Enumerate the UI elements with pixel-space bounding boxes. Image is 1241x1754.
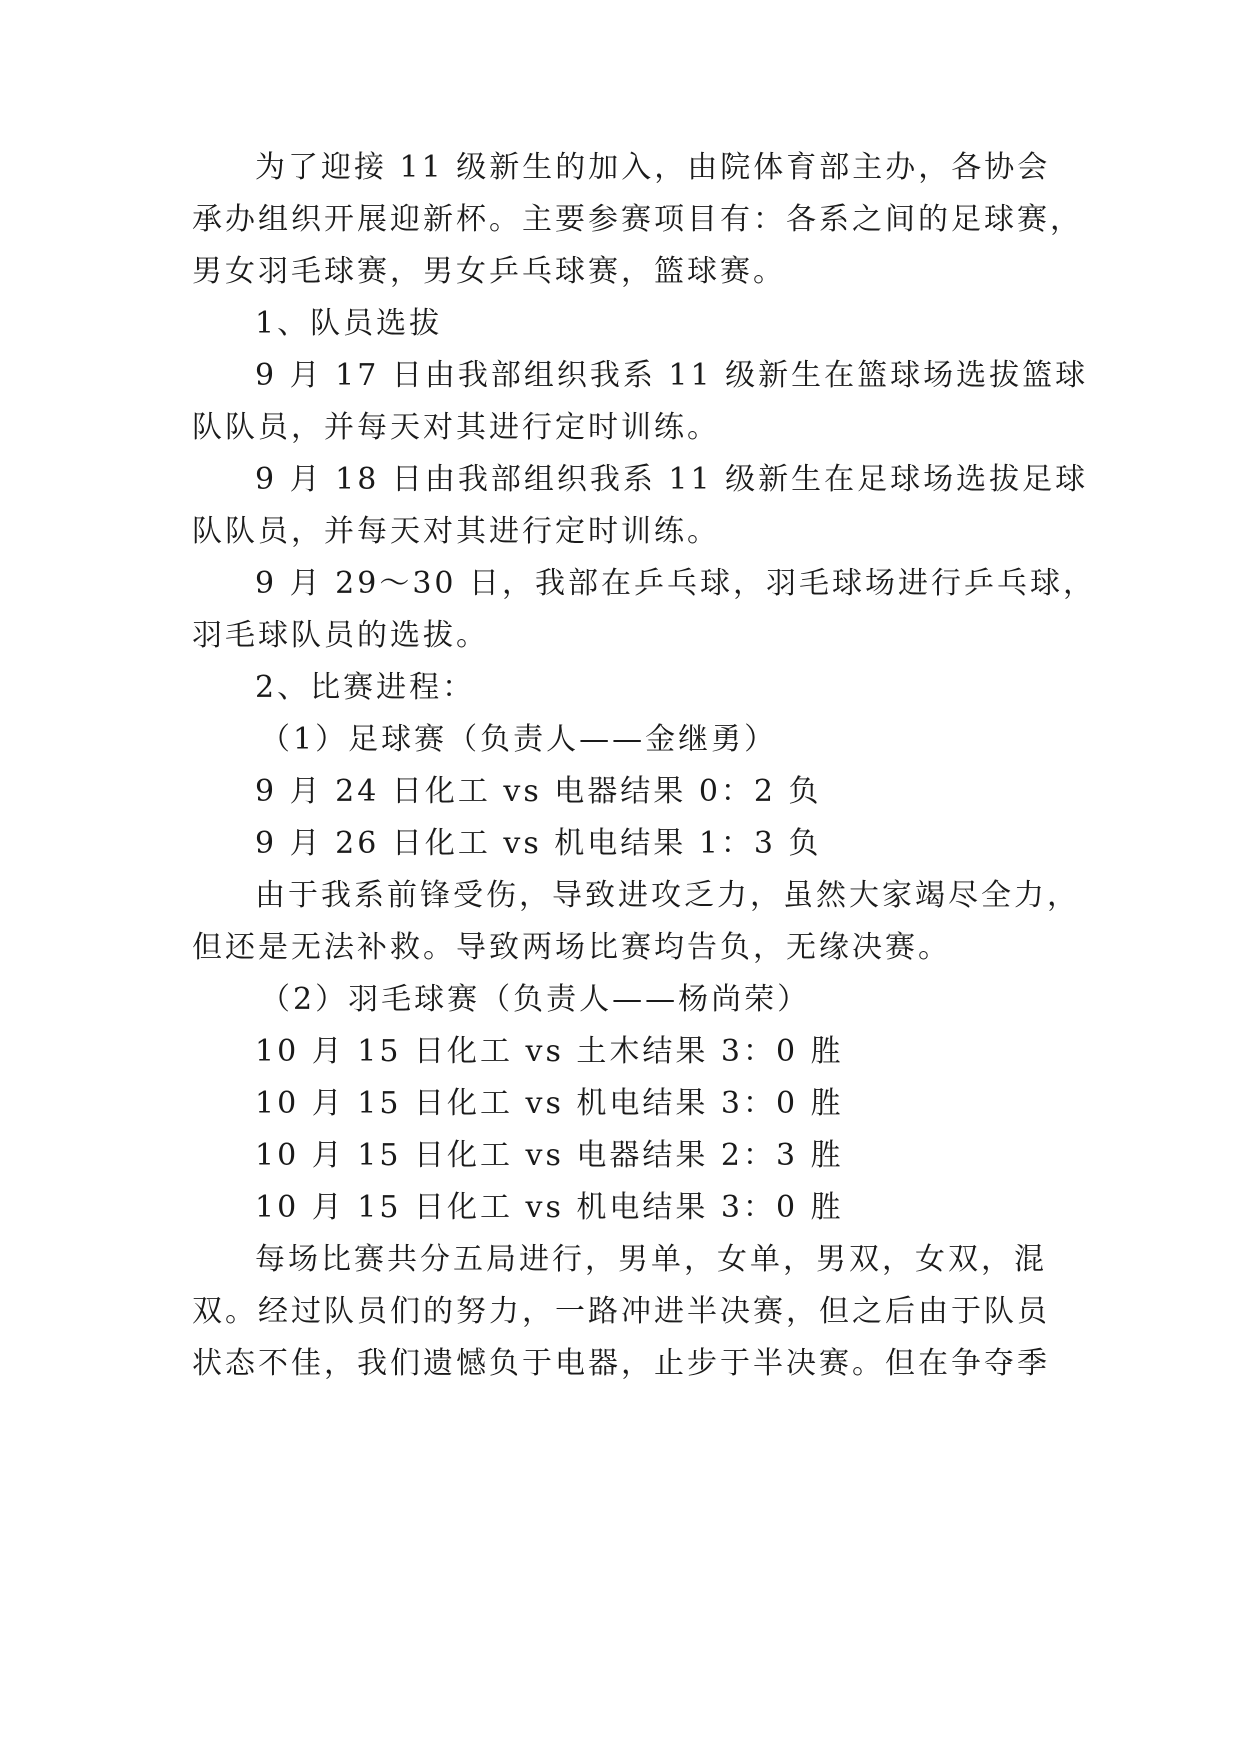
paragraph-line: 男女羽毛球赛，男女乒乓球赛，篮球赛。 — [192, 254, 786, 289]
paragraph-line: 由于我系前锋受伤，导致进攻乏力，虽然大家竭尽全力， — [255, 878, 1080, 913]
paragraph-line: 状态不佳，我们遗憾负于电器，止步于半决赛。但在争夺季 — [192, 1346, 1050, 1381]
paragraph-line: 为了迎接 11 级新生的加入，由院体育部主办，各协会 — [255, 150, 1051, 185]
section-heading: 2、比赛进程： — [255, 670, 476, 705]
match-result: 9 月 26 日化工 vs 机电结果 1：3 负 — [255, 826, 822, 861]
paragraph-line: 9 月 18 日由我部组织我系 11 级新生在足球场选拔足球 — [255, 462, 1089, 497]
match-result: 10 月 15 日化工 vs 机电结果 3：0 胜 — [255, 1086, 844, 1121]
paragraph-line: 队队员，并每天对其进行定时训练。 — [192, 514, 720, 549]
paragraph-line: 队队员，并每天对其进行定时训练。 — [192, 410, 720, 445]
subsection-heading: （1）足球赛（负责人——金继勇） — [260, 722, 778, 757]
match-result: 10 月 15 日化工 vs 土木结果 3：0 胜 — [255, 1034, 844, 1069]
paragraph-line: 羽毛球队员的选拔。 — [192, 618, 489, 653]
match-result: 10 月 15 日化工 vs 机电结果 3：0 胜 — [255, 1190, 844, 1225]
paragraph-line: 9 月 17 日由我部组织我系 11 级新生在篮球场选拔篮球 — [255, 358, 1089, 393]
match-result: 10 月 15 日化工 vs 电器结果 2：3 胜 — [255, 1138, 844, 1173]
section-heading: 1、队员选拔 — [255, 306, 443, 341]
paragraph-line: 双。经过队员们的努力，一路冲进半决赛，但之后由于队员 — [192, 1294, 1050, 1329]
subsection-heading: （2）羽毛球赛（负责人——杨尚荣） — [260, 982, 811, 1017]
paragraph-line: 每场比赛共分五局进行，男单，女单，男双，女双，混 — [255, 1242, 1047, 1277]
paragraph-line: 9 月 29～30 日，我部在乒乓球，羽毛球场进行乒乓球， — [255, 566, 1097, 601]
match-result: 9 月 24 日化工 vs 电器结果 0：2 负 — [255, 774, 822, 809]
paragraph-line: 但还是无法补救。导致两场比赛均告负，无缘决赛。 — [192, 930, 951, 965]
paragraph-line: 承办组织开展迎新杯。主要参赛项目有：各系之间的足球赛， — [192, 202, 1083, 237]
